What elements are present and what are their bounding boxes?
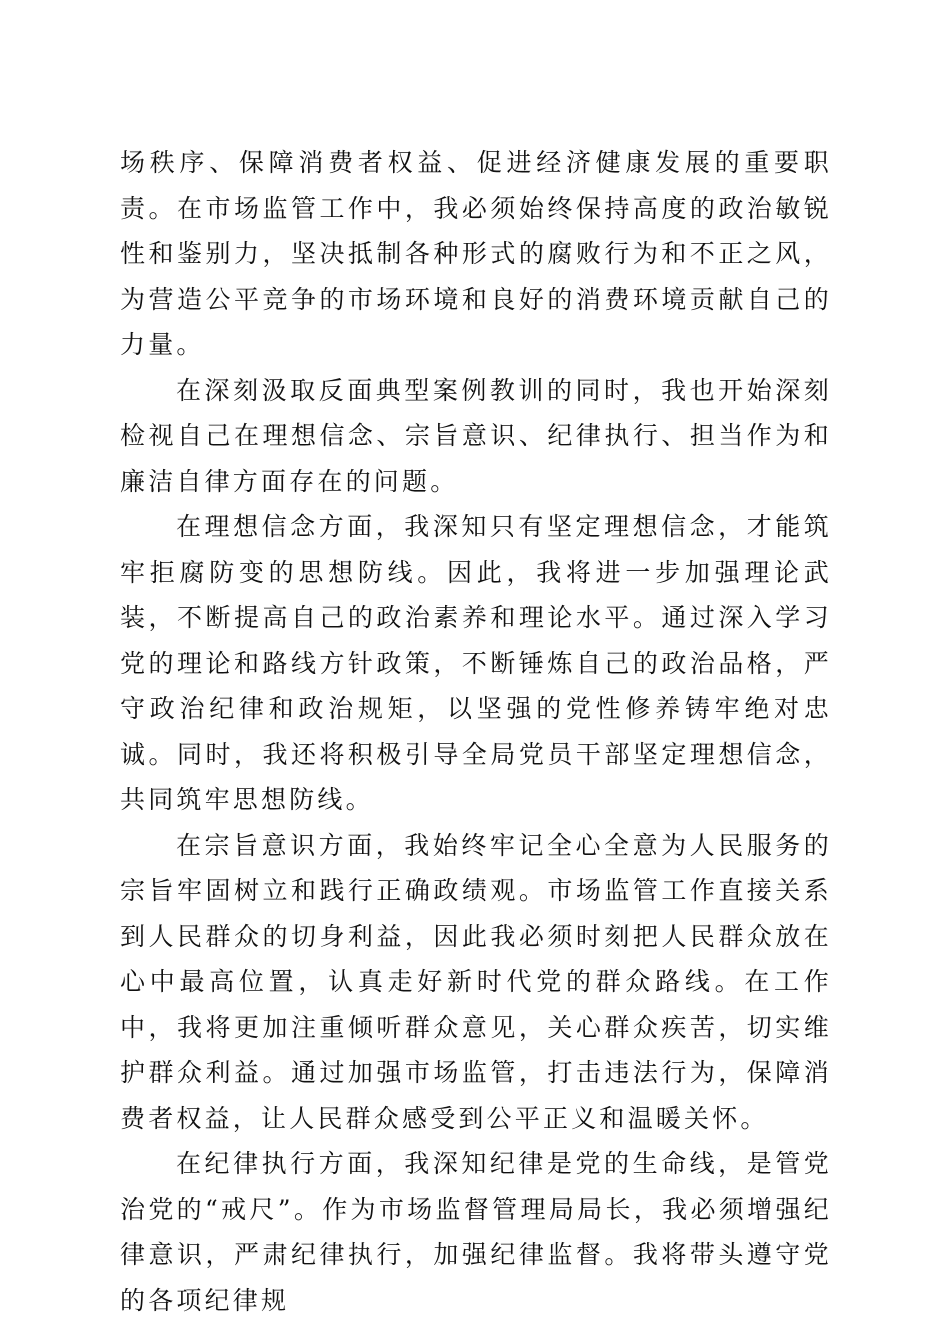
paragraph-5: 在纪律执行方面，我深知纪律是党的生命线，是管党治党的“戒尺”。作为市场监督管理局局长，我必须增强纪律意识，严肃纪律执行，加强纪律监督。我将带头遵守党的各项纪律规 bbox=[120, 1149, 832, 1315]
document-body bbox=[120, 140, 832, 1323]
paragraph-1: 场秩序、保障消费者权益、促进经济健康发展的重要职责。在市场监管工作中，我必须始终保持高度的政治敏锐性和鉴别力，坚决抵制各种形式的腐败行为和不正之风，为营造公平竞争的市场环境和良好的消费环境贡献自己的力量。 bbox=[120, 148, 832, 359]
paragraph-2: 在深刻汲取反面典型案例教训的同时，我也开始深刻检视自己在理想信念、宗旨意识、纪律执行、担当作为和廉洁自律方面存在的问题。 bbox=[120, 375, 832, 496]
paragraph-4: 在宗旨意识方面，我始终牢记全心全意为人民服务的宗旨牢固树立和践行正确政绩观。市场监管工作直接关系到人民群众的切身利益，因此我必须时刻把人民群众放在心中最高位置，认真走好新时代党的群众路线。在工作中，我将更加注重倾听群众意见，关心群众疾苦，切实维护群众利益。通过加强市场监管，打击违法行为，保障消费者权益，让人民群众感受到公平正义和温暖关怀。 bbox=[120, 830, 832, 1133]
paragraph-3: 在理想信念方面，我深知只有坚定理想信念，才能筑牢拒腐防变的思想防线。因此，我将进一步加强理论武装，不断提高自己的政治素养和理论水平。通过深入学习党的理论和路线方针政策，不断锤炼自己的政治品格，严守政治纪律和政治规矩，以坚强的党性修养铸牢绝对忠诚。同时，我还将积极引导全局党员干部坚定理想信念，共同筑牢思想防线。 bbox=[120, 512, 832, 814]
